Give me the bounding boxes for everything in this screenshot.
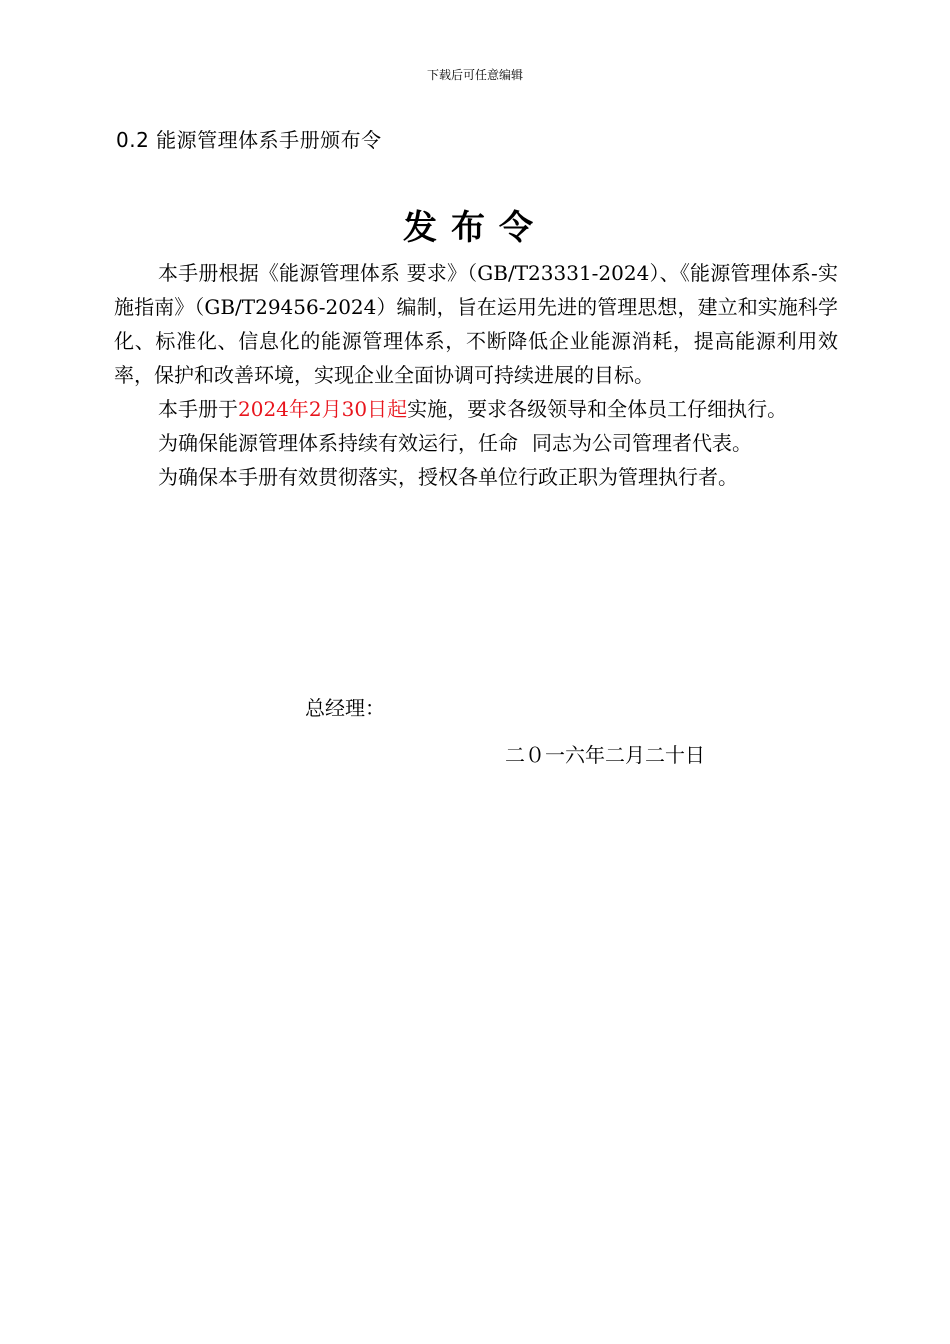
paragraph-authorization: 为确保本手册有效贯彻落实，授权各单位行政正职为管理执行者。: [158, 465, 738, 489]
paragraph-appointment-tail: 同志为公司管理者代表。: [532, 431, 752, 455]
section-heading: 0.2 能源管理体系手册颁布令: [116, 128, 382, 152]
paragraph-basis: 本手册根据《能源管理体系 要求》（GB/T23331-2024）、《能源管理体系-实施指南》（GB/T29456-2024）编制，旨在运用先进的管理思想，建立和实施科学化、标准化、信息化的能源管理体系，不断降低企业能源消耗，提高能源利用效率，保护和改善环境，实现企业全面协调可持续进展的目标。: [114, 261, 838, 387]
issue-date: 二０一六年二月二十日: [505, 743, 705, 767]
document-title: 发布令: [403, 208, 547, 248]
effective-date-highlight: 2024年2月30日起: [238, 397, 408, 421]
signature-label: 总经理：: [305, 696, 385, 720]
document-body: [114, 256, 838, 494]
paragraph-effective-date: [114, 392, 838, 426]
paragraph-appointment-lead: 为确保能源管理体系持续有效运行，任命: [158, 431, 518, 455]
paragraph-appointment: [114, 426, 838, 460]
paragraph-effective-date-lead: 本手册于: [158, 397, 238, 421]
header-note: 下载后可任意编辑: [426, 68, 523, 82]
paragraph-effective-date-tail: 实施，要求各级领导和全体员工仔细执行。: [407, 397, 788, 421]
